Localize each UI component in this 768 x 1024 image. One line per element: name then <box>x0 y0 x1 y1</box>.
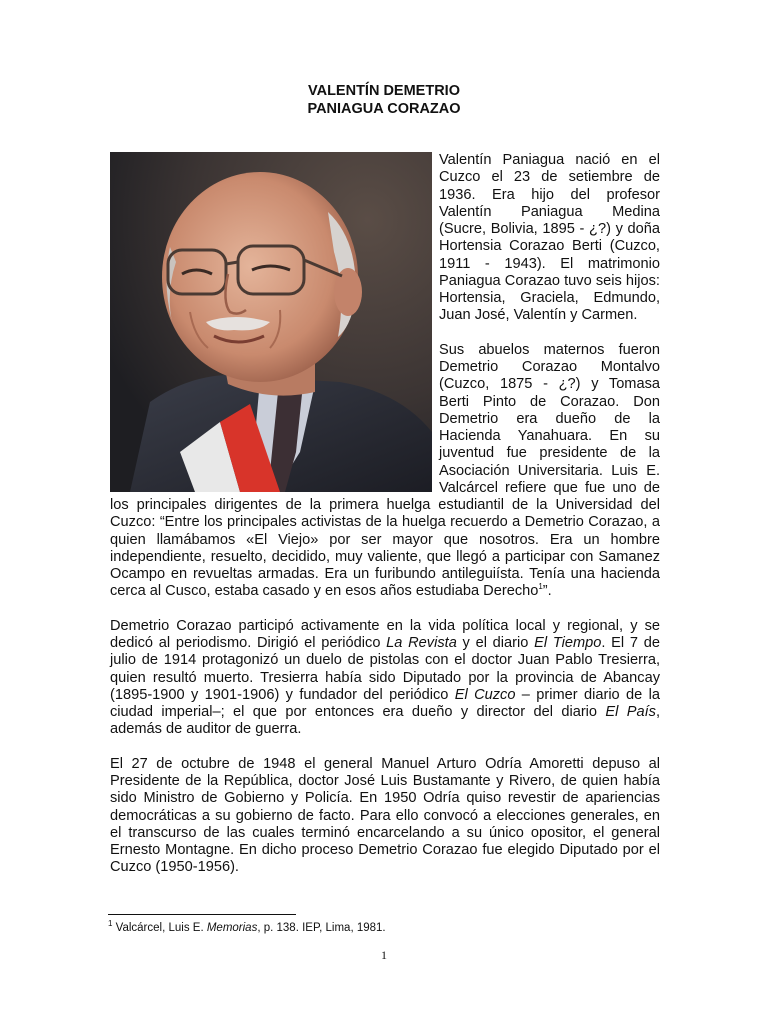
title-el-tiempo: El Tiempo <box>534 635 602 651</box>
document-body <box>110 152 660 877</box>
paragraph-3-part-e: , además de auditor de guerra. <box>110 704 660 738</box>
page-number: 1 <box>381 948 387 962</box>
footnote-divider <box>108 914 296 915</box>
paragraph-2-text: Sus abuelos maternos fueron Demetrio Corazao Montalvo (Cuzco, 1875 - ¿?) y Tomasa Berti Pinto de Corazao. Don Demetrio era dueño de la Hacienda Yanahuara. En su juventud fue presidente de la Asociación Universitaria. Luis E. Valcárcel refiere que fue uno de los principales dirigentes de la primera huelga estudiantil de la Universidad del Cuzco: “Entre los principales activistas de la huelga recuerdo a Demetrio Corazao, a quien llamábamos «El Viejo» por ser mayor que nosotros. Era un hombre independiente, resuelto, decidido, muy valiente, que llegó a participar con Samanez Ocampo en revueltas armadas. Era un furibundo antileguiísta. Tenía una hacienda cerca al Cusco, estaba casado y en esos años estudiaba Derecho <box>110 341 660 600</box>
footnote-text-b: , p. 138. IEP, Lima, 1981. <box>257 922 386 934</box>
document-title <box>0 82 768 118</box>
footnote-reference[interactable]: 1 <box>538 582 543 592</box>
paragraph-3-part-d: – primer diario de la ciudad imperial–; el que por entonces era dueño y director del diario <box>110 686 660 720</box>
paragraph-4: El 27 de octubre de 1948 el general Manuel Arturo Odría Amoretti depuso al Presidente de la República, doctor José Luis Bustamante y Rivero, de quien había sido Ministro de Gobierno y Policía. En 1950 Odría quiso revestir de apariencias democráticas a su gobierno de facto. Para ello convocó a elecciones generales, en el transcurso de las cuales terminó encarcelando a su único opositor, el general Ernesto Montagne. En dicho proceso Demetrio Corazao fue elegido Diputado por el Cuzco (1950-1956). <box>110 755 660 876</box>
footnote-number: 1 <box>108 919 113 929</box>
title-line-1: VALENTÍN DEMETRIO <box>308 83 460 99</box>
paragraph-3 <box>110 618 660 739</box>
title-el-pais: El País <box>605 704 656 720</box>
footnote-text-a: Valcárcel, Luis E. <box>112 922 207 934</box>
paragraph-3-part-c: . El 7 de julio de 1914 protagonizó un duelo de pistolas con el doctor Juan Pablo Tresierra, quien resultó muerto. Tresierra había sido Diputado por la provincia de Abancay (1895-1900 y 1901-1906) y fundador del periódico <box>110 635 660 703</box>
paragraph-2-end: ”. <box>542 583 552 600</box>
title-la-revista: La Revista <box>386 635 457 651</box>
footnote-book-title: Memorias <box>206 922 258 934</box>
portrait-illustration <box>110 152 432 492</box>
portrait-photo <box>110 152 432 492</box>
title-line-2: PANIAGUA CORAZAO <box>307 101 461 117</box>
paragraph-3-part-a: Demetrio Corazao participó activamente en la vida política local y regional, y se dedicó al periodismo. Dirigió el periódico <box>110 617 660 651</box>
footnote <box>108 921 386 935</box>
paragraph-3-part-b: y el diario <box>456 635 535 651</box>
title-el-cuzco: El Cuzco <box>454 686 516 703</box>
paragraph-1: Valentín Paniagua nació en el Cuzco el 23 de setiembre de 1936. Era hijo del profesor Valentín Paniagua Medina (Sucre, Bolivia, 1895 - ¿?) y doña Hortensia Corazao Berti (Cuzco, 1911 - 1943). El matrimonio Paniagua Corazao tuvo seis hijos: Hortensia, Graciela, Edmundo, Juan José, Valentín y Carmen. <box>439 152 660 324</box>
